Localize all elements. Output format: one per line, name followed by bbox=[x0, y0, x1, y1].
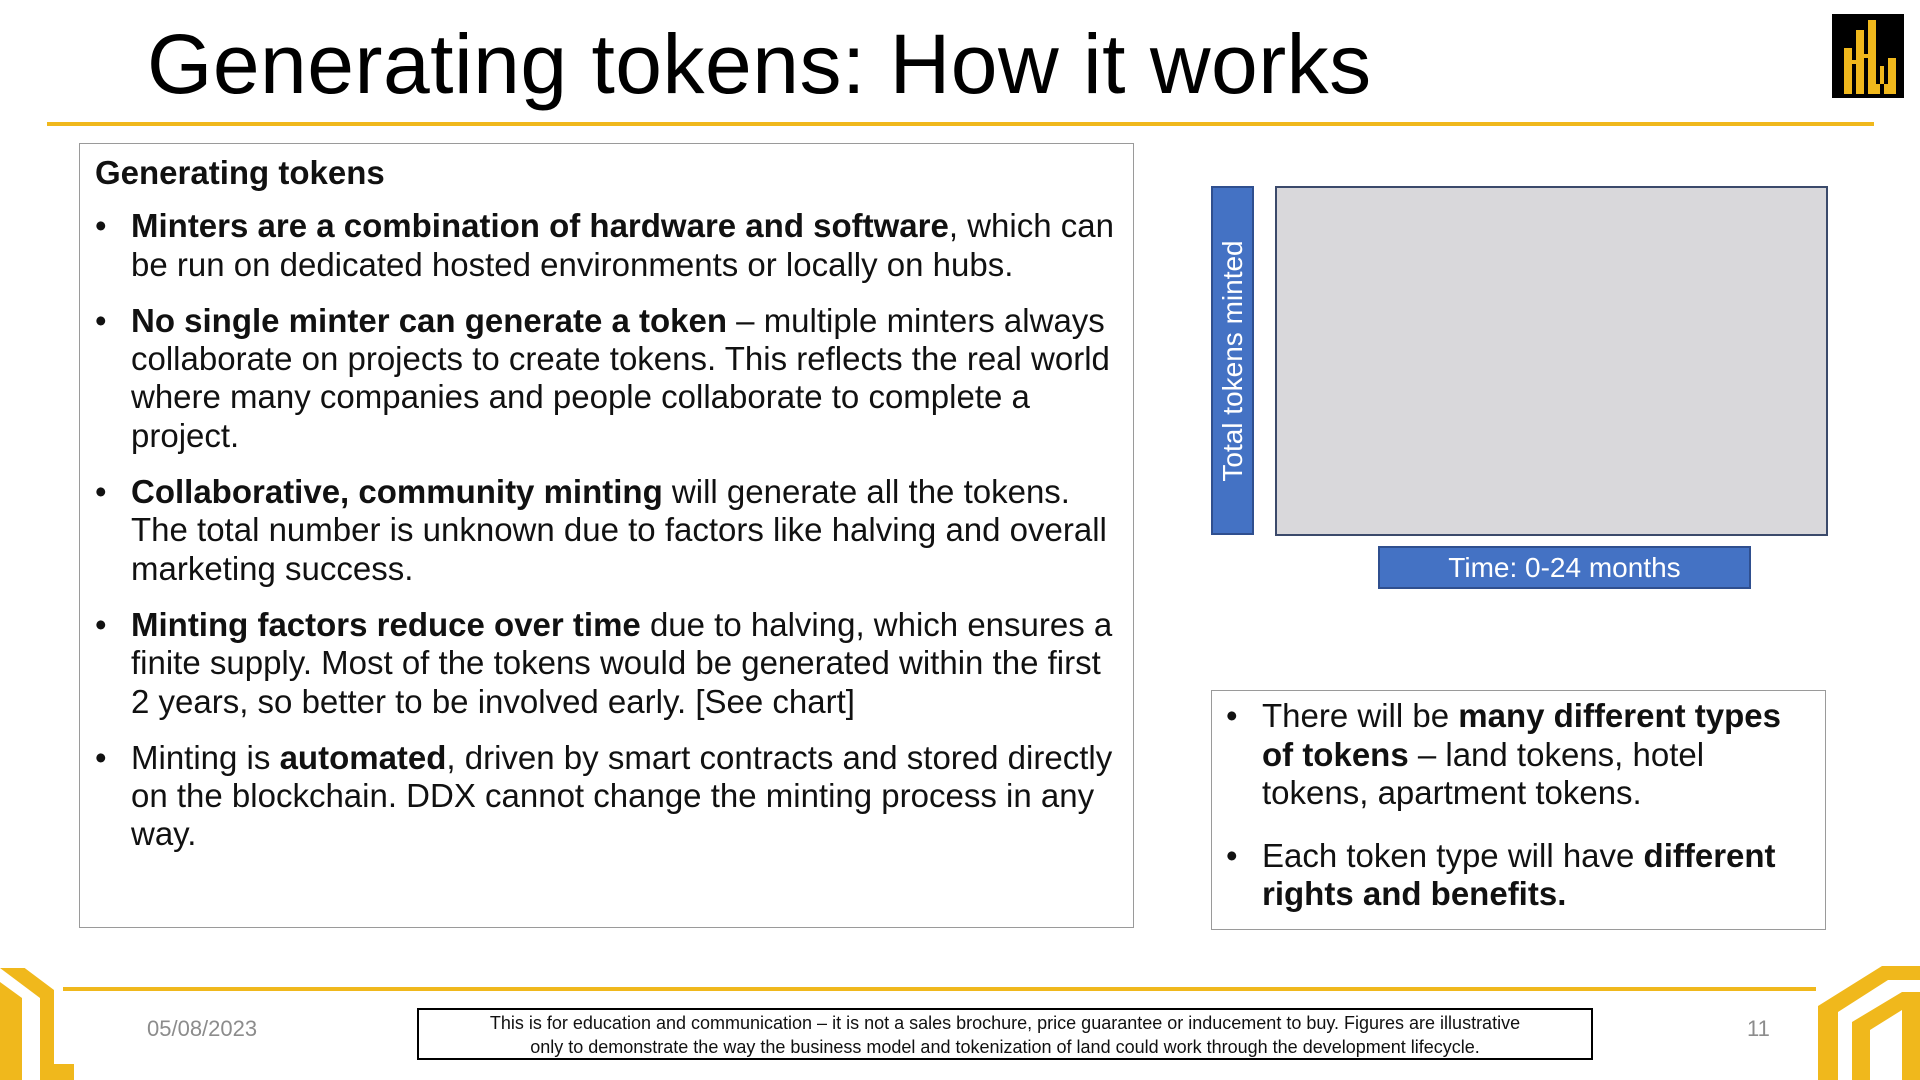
y-axis-label-text: Total tokens minted bbox=[1216, 239, 1248, 482]
bullet-prefix: There will be bbox=[1262, 697, 1459, 734]
bullet-item bbox=[95, 606, 1119, 721]
bullet-item bbox=[95, 473, 1119, 588]
bullet-item bbox=[95, 207, 1119, 284]
bullet-prefix: Minting is bbox=[131, 738, 280, 776]
bullet-item bbox=[95, 302, 1119, 455]
panel-heading: Generating tokens bbox=[95, 154, 385, 191]
disclaimer-line: only to demonstrate the way the business model and tokenization of land could work through the development lifecycle. bbox=[530, 1037, 1480, 1057]
bullet-item bbox=[95, 739, 1119, 854]
bullet-bold: Minters are a combination of hardware and software bbox=[131, 207, 949, 245]
disclaimer-box bbox=[417, 1008, 1593, 1060]
bullet-text: , driven by smart contracts and stored directly on the blockchain. DDX cannot change the minting process in any way. bbox=[131, 738, 1113, 853]
side-bullet-item bbox=[1226, 837, 1817, 914]
company-logo bbox=[1832, 14, 1904, 98]
bullet-bold: automated bbox=[279, 738, 447, 776]
token-types-panel bbox=[1211, 690, 1826, 930]
chart-x-axis-label: Time: 0-24 months bbox=[1378, 546, 1751, 589]
bullet-bold: Collaborative, community minting bbox=[131, 473, 663, 511]
slide-date: 05/08/2023 bbox=[147, 1016, 258, 1041]
bullet-bold: No single minter can generate a token bbox=[131, 301, 727, 339]
bullet-text: will generate all the tokens. The total number is unknown due to factors like halving and overall marketing success. bbox=[131, 473, 1107, 587]
corner-decoration-left bbox=[0, 968, 80, 1080]
side-bullet-item bbox=[1226, 697, 1817, 813]
bullet-bold: many different types of tokens bbox=[1262, 697, 1781, 773]
corner-decoration-right bbox=[1818, 966, 1920, 1080]
bullet-text: due to halving, which ensures a finite supply. Most of the tokens would be generated within the first 2 years, so better to be involved early. [See chart] bbox=[131, 605, 1113, 720]
bullet-text: , which can be run on dedicated hosted environments or locally on hubs. bbox=[131, 207, 1114, 283]
title-divider bbox=[47, 122, 1874, 126]
chart-placeholder bbox=[1275, 186, 1828, 536]
bullet-text: – multiple minters always collaborate on projects to create tokens. This reflects the real world where many companies and people collaborate to complete a project. bbox=[131, 301, 1110, 454]
bullet-prefix: Each token type will have bbox=[1262, 836, 1644, 874]
slide-title: Generating tokens: How it works bbox=[147, 17, 1372, 111]
side-bullet-list bbox=[1226, 697, 1817, 914]
content-panel bbox=[79, 143, 1134, 928]
disclaimer-line: This is for education and communication – it is not a sales brochure, price guarantee or inducement to buy. Figures are illustrative bbox=[489, 1013, 1521, 1033]
bullet-text: – land tokens, hotel tokens, apartment tokens. bbox=[1262, 735, 1705, 811]
page-number: 11 bbox=[1747, 1016, 1770, 1041]
bullet-bold: Minting factors reduce over time bbox=[131, 605, 641, 643]
chart-y-axis-label bbox=[1211, 186, 1254, 535]
bullet-bold: different rights and benefits. bbox=[1262, 836, 1776, 912]
bullet-list bbox=[95, 207, 1119, 853]
footer-divider bbox=[63, 987, 1816, 991]
